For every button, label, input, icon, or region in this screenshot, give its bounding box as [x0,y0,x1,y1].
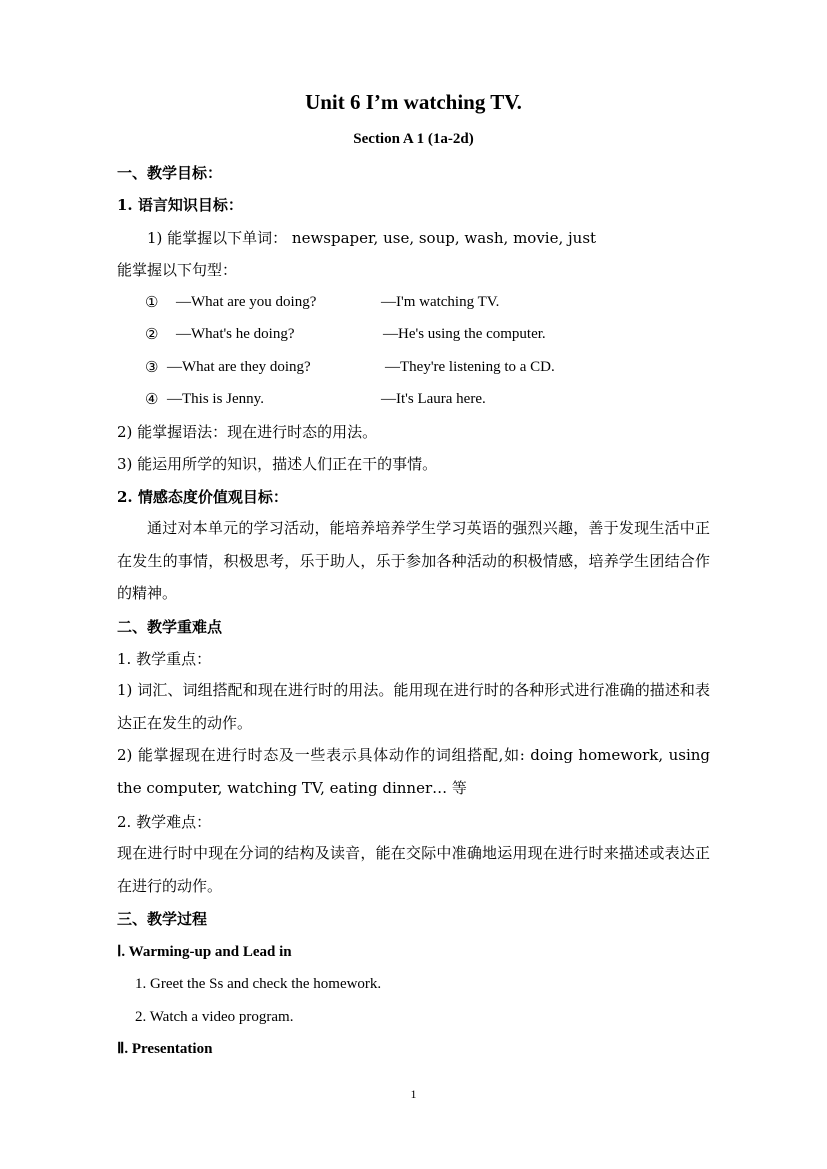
heading-emotional-goals: 2. 情感态度价值观目标： [117,488,288,506]
section-heading-key-points: 二、教学重难点 [117,618,223,636]
words-line: 1) 能掌握以下单词： newspaper, use, soup, wash, movie, just [147,229,597,247]
heading-language-knowledge: 1. 语言知识目标： [117,196,243,214]
section-heading-process: 三、教学过程 [117,910,208,928]
step-heading-warming-up: Ⅰ. Warming-up and Lead in [117,944,292,960]
section-subtitle: Section A 1 (1a-2d) [353,131,474,147]
dialogue-answer: —They're listening to a CD. [385,359,555,375]
section-heading-objectives: 一、教学目标： [117,164,223,182]
heading-teaching-difficulty: 2. 教学难点： [117,813,212,831]
dialogue-answer: —I'm watching TV. [381,294,500,310]
dialogue-question: —What are you doing? [176,294,317,310]
focus-paragraph-1: 1) 词汇、词组搭配和现在进行时的用法。能用现在进行时的各种形式进行准确的描述和表达正在发生的动作。 [117,681,710,732]
step-item: 1. Greet the Ss and check the homework. [135,976,382,992]
grammar-line: 2) 能掌握语法：现在进行时态的用法。 [117,423,378,441]
ability-line: 3) 能运用所学的知识，描述人们正在干的事情。 [117,455,438,473]
dialogue-number: ① [145,293,159,311]
dialogue-answer: —He's using the computer. [383,326,546,342]
step-heading-presentation: Ⅱ. Presentation [117,1041,213,1057]
emotional-goals-paragraph: 通过对本单元的学习活动，能培养培养学生学习英语的强烈兴趣，善于发现生活中正在发生的事情，积极思考，乐于助人，乐于参加各种活动的积极情感，培养学生团结合作的精神。 [117,519,710,602]
dialogue-question: —What are they doing? [167,359,311,375]
dialogue-number: ② [145,325,159,343]
sentences-intro: 能掌握以下句型： [117,261,238,279]
dialogue-question: —What's he doing? [176,326,295,342]
difficulty-paragraph: 现在进行时中现在分词的结构及读音，能在交际中准确地运用现在进行时来描述或表达正在进行的动作。 [117,844,710,895]
document-title: Unit 6 I’m watching TV. [305,90,522,114]
dialogue-question: —This is Jenny. [167,391,264,407]
dialogue-number: ④ [145,390,159,408]
step-item: 2. Watch a video program. [135,1009,294,1025]
dialogue-number: ③ [145,358,159,376]
focus-paragraph-2: 2) 能掌握现在进行时态及一些表示具体动作的词组搭配,如: doing homework, using the computer, watching TV, eating dinner… 等 [117,746,710,797]
dialogue-answer: —It's Laura here. [381,391,486,407]
page-number: 1 [410,1087,417,1101]
heading-teaching-focus: 1. 教学重点： [117,650,212,668]
